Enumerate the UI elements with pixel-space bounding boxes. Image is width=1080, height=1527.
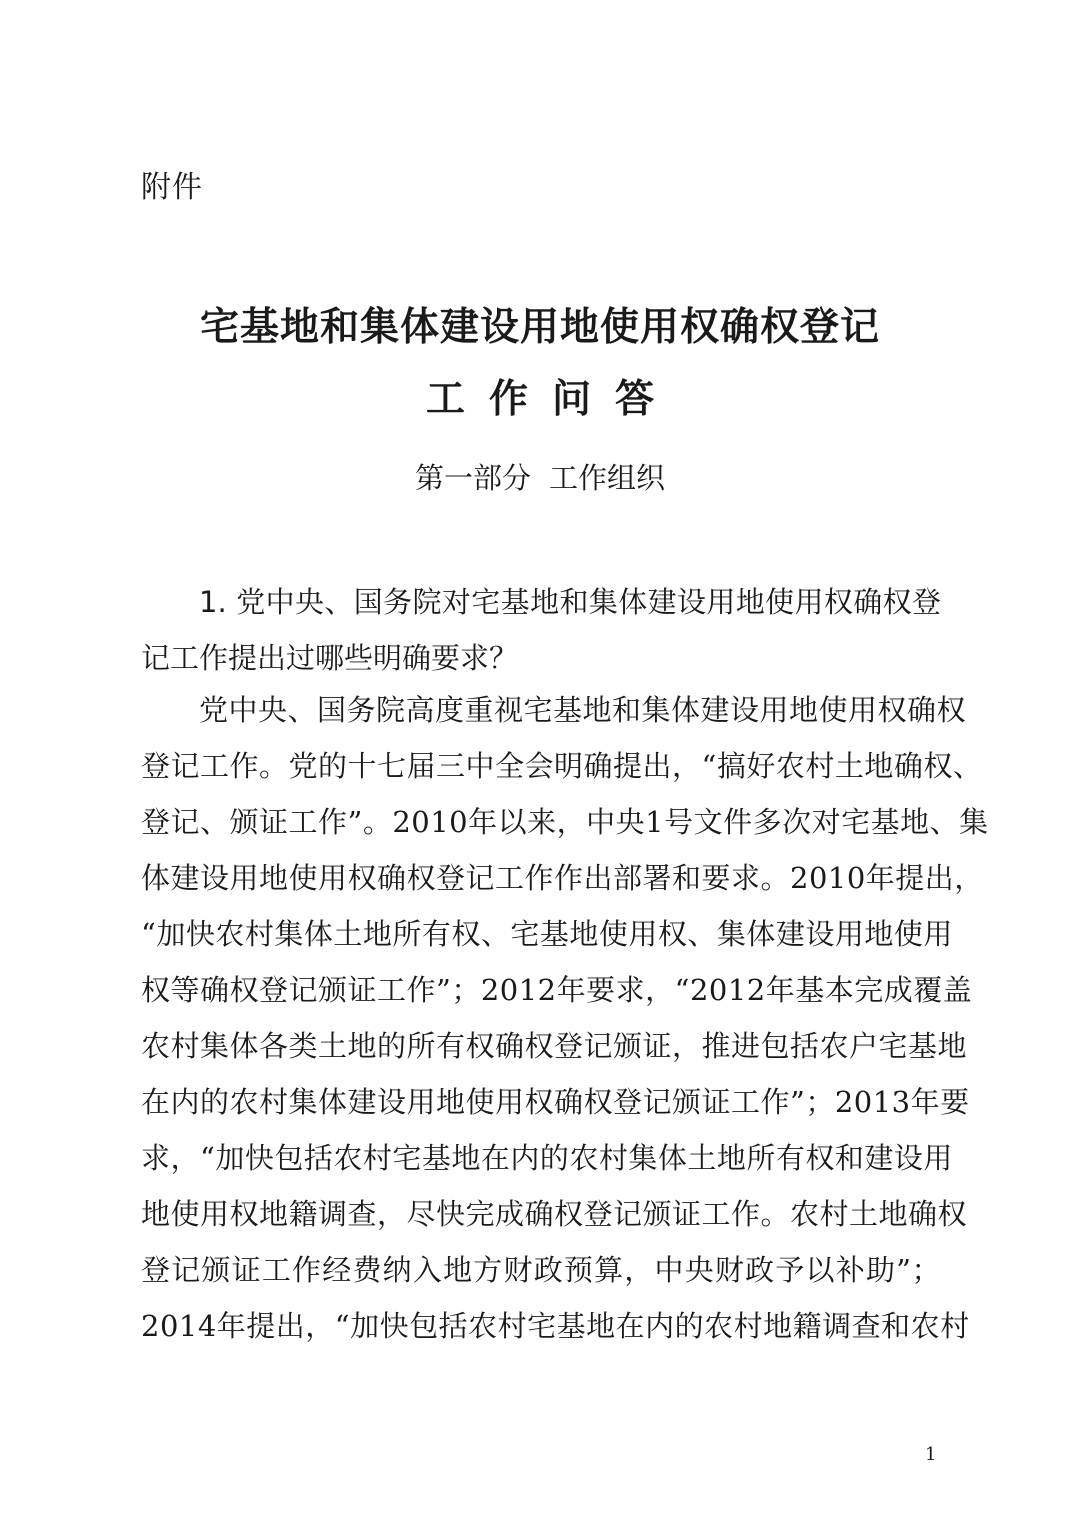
document-title-line-1: 宅基地和集体建设用地使用权确权登记 [199,305,880,350]
answer-1 [141,682,989,1354]
question-1: 1. 党中央、国务院对宅基地和集体建设用地使用权确权登记工作提出过哪些明确要求？ [141,585,941,675]
answer-line: 党中央、国务院高度重视宅基地和集体建设用地使用权确权 [199,693,967,727]
section-heading [0,458,1080,498]
answer-line: 农村集体各类土地的所有权确权登记颁证，推进包括农户宅基地 [141,1029,968,1063]
answer-line: 求，“加快包括农村宅基地在内的农村集体土地所有权和建设用 [141,1141,953,1175]
attachment-label: 附件 [141,170,203,205]
answer-line: 权等确权登记颁证工作”；2012年要求，“2012年基本完成覆盖 [141,973,973,1007]
section-name: 工作组织 [549,461,666,495]
document-title-line-2: 工作问答 [425,377,678,422]
answer-line: 在内的农村集体建设用地使用权确权登记颁证工作”；2013年要 [141,1085,970,1119]
answer-line: 登记颁证工作经费纳入地方财政预算，中央财政予以补助”； [141,1253,941,1287]
page-number: 1 [925,1444,937,1465]
answer-line: 登记工作。党的十七届三中全会明确提出，“搞好农村土地确权、 [141,749,983,783]
section-part: 第一部分 [414,461,531,495]
answer-line: 2014年提出，“加快包括农村宅基地在内的农村地籍调查和农村 [141,1309,970,1343]
answer-line: 登记、颁证工作”。2010年以来，中央1号文件多次对宅基地、集 [141,805,989,839]
answer-line: 体建设用地使用权确权登记工作作出部署和要求。2010年提出， [141,861,984,895]
answer-line: 地使用权地籍调查，尽快完成确权登记颁证工作。农村土地确权 [141,1197,968,1231]
answer-line: “加快农村集体土地所有权、宅基地使用权、集体建设用地使用 [141,917,953,951]
